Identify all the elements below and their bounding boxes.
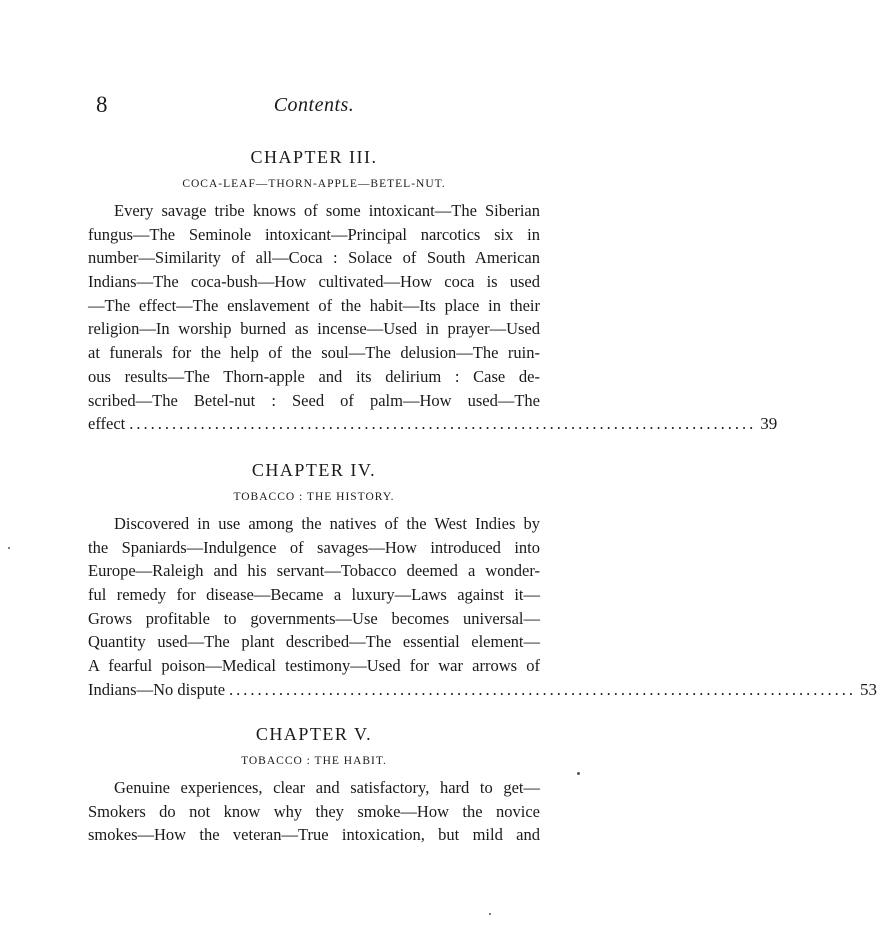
summary-line: Quantity used—The plant described—The essential element—: [88, 632, 540, 652]
summary-line: Indians—No dispute: [88, 679, 226, 699]
summary-line: A fearful poison—Medical testimony—Used for war arrows of: [88, 656, 540, 676]
toc-page-reference: [88, 678, 877, 702]
summary-line: number—Similarity of all—Coca : Solace of South American: [88, 248, 540, 268]
page-header: [88, 92, 540, 122]
chapter-3-entry: [88, 146, 778, 436]
summary-line: —The effect—The enslavement of the habit—Its place in their: [88, 295, 540, 315]
summary-line: Every savage tribe knows of some intoxicant—The Siberian: [114, 201, 540, 220]
summary-line: Indians—The coca-bush—How cultivated—How coca is used: [88, 272, 540, 292]
chapter-4-entry: [88, 459, 877, 702]
chapter-summary: [88, 199, 778, 436]
summary-line: Smokers do not know why they smoke—How the novice: [88, 801, 540, 821]
chapter-subtitle: TOBACCO : THE HABIT.: [241, 755, 387, 767]
paper-speck: [489, 913, 491, 915]
chapter-page-number: 39: [760, 414, 778, 434]
summary-line: religion—In worship burned as incense—Used in prayer—Used: [88, 319, 540, 339]
chapter-summary: [88, 512, 877, 702]
summary-line: scribed—The Betel-nut : Seed of palm—How used—The: [88, 390, 540, 410]
running-title: Contents.: [273, 94, 355, 116]
chapter-subtitle: COCA-LEAF—THORN-APPLE—BETEL-NUT.: [182, 178, 446, 190]
summary-line: Genuine experiences, clear and satisfactory, hard to get—: [114, 778, 540, 797]
chapter-summary: [88, 776, 540, 847]
chapter-subtitle: TOBACCO : THE HISTORY.: [233, 491, 395, 503]
summary-line: effect: [88, 414, 126, 434]
summary-line: ful remedy for disease—Became a luxury—Laws against it—: [88, 585, 540, 605]
toc-page-reference: [88, 412, 778, 436]
chapter-heading: CHAPTER IV.: [251, 460, 377, 480]
summary-line: smokes—How the veteran—True intoxication, but mild and: [88, 825, 540, 845]
summary-line: Discovered in use among the natives of the West Indies by: [114, 514, 540, 533]
summary-line: ous results—The Thorn-apple and its delirium : Case de-: [88, 366, 540, 386]
paper-speck: [577, 772, 580, 775]
paper-speck: [8, 547, 10, 549]
summary-line: at funerals for the help of the soul—The delusion—The ruin-: [88, 343, 540, 363]
chapter-heading: CHAPTER V.: [255, 724, 373, 744]
chapter-page-number: 53: [860, 679, 877, 699]
summary-line: Grows profitable to governments—Use becomes universal—: [88, 608, 540, 628]
summary-line: the Spaniards—Indulgence of savages—How introduced into: [88, 537, 540, 557]
chapter-heading: CHAPTER III.: [250, 147, 378, 167]
dot-leader: ........................................................................................: [229, 679, 857, 699]
chapter-5-entry: [88, 723, 540, 847]
summary-line: fungus—The Seminole intoxicant—Principal narcotics six in: [88, 224, 540, 244]
page-number: 8: [96, 92, 108, 117]
summary-line: Europe—Raleigh and his servant—Tobacco deemed a wonder-: [88, 561, 540, 581]
dot-leader: ........................................................................................: [129, 414, 757, 434]
